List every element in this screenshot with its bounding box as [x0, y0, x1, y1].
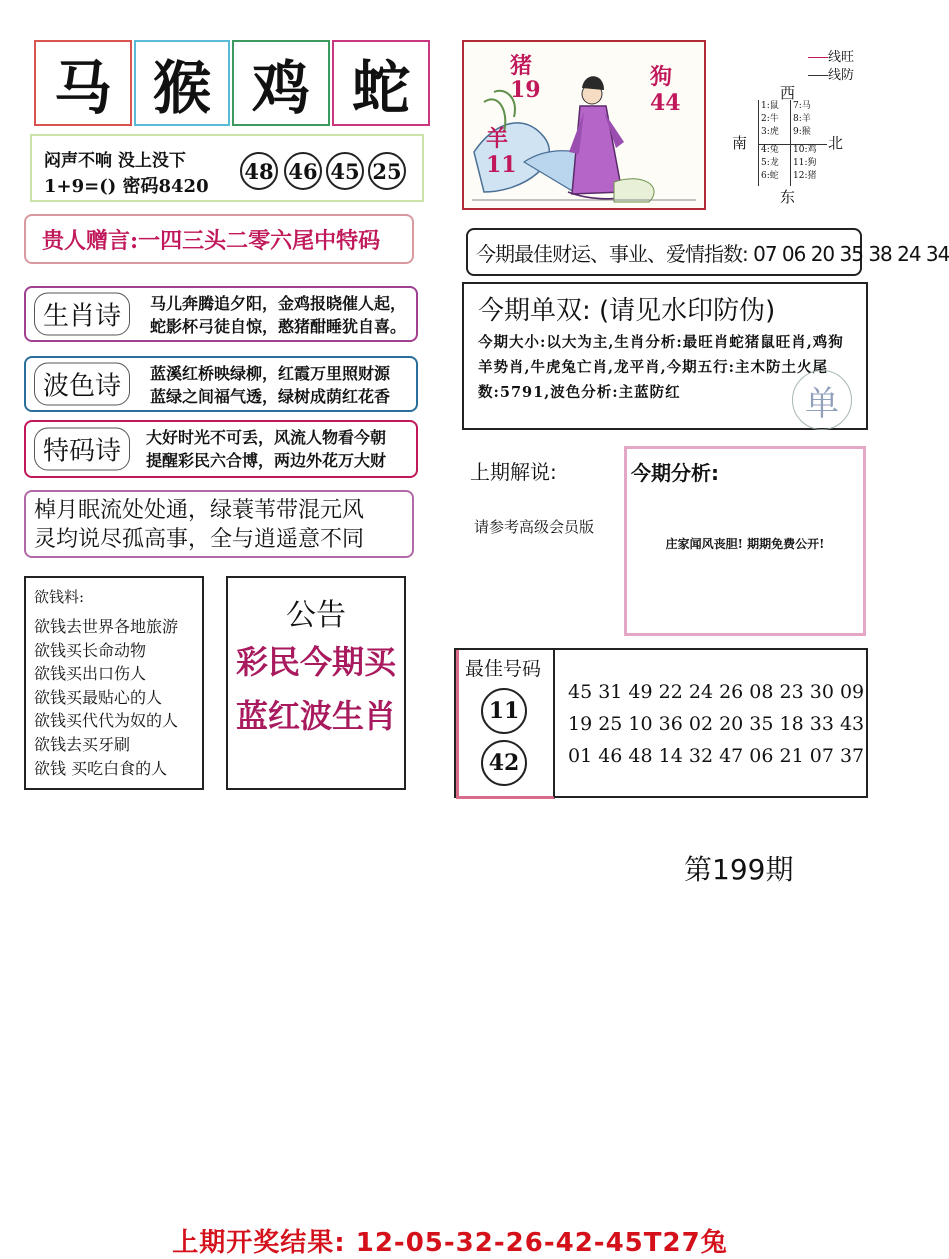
legend-red-line [808, 57, 828, 58]
guiren-banner: 贵人赠言:一四三头二零六尾中特码 [24, 214, 414, 264]
fortune-index: 今期最佳财运、事业、爱情指数: 07 06 20 35 38 24 34 [466, 228, 862, 276]
money-item: 欲钱去买牙刷 [34, 734, 131, 754]
legend-black-line [808, 75, 828, 76]
analysis-message: 庄家闻风丧胆! 期期免费公开! [665, 537, 825, 551]
notice-line: 蓝红波生肖 [235, 697, 396, 735]
grid-right-top: 7:马 8:羊 9:猴 [790, 100, 827, 145]
money-riddle-box [24, 576, 204, 790]
last-explain-label: 上期解说: [470, 460, 557, 484]
grid-left-top: 1:鼠 2:牛 3:虎 [758, 100, 793, 145]
money-item: 欲钱买长命动物 [34, 640, 147, 660]
zodiac-box-4: 蛇 [332, 40, 430, 126]
grid-left-bottom: 4:兔 5:龙 6:蛇 [758, 144, 793, 186]
legend-line-2: 线防 [808, 64, 854, 83]
compass-south: 南 [732, 134, 748, 152]
best-numbers-left [456, 650, 555, 799]
money-item: 欲钱买出口伤人 [34, 664, 147, 684]
best-numbers-row: 45 31 49 22 24 26 08 23 30 09 [568, 681, 865, 703]
hint-number: 46 [284, 152, 322, 190]
poem-tag: 生肖诗 [34, 293, 130, 336]
zodiac-box-3: 鸡 [232, 40, 330, 126]
poem-line: 蓝溪红桥映绿柳，红霞万里照财源 [150, 364, 391, 383]
money-item: 欲钱买最贴心的人 [34, 687, 163, 707]
zodiac-box-1: 马 [34, 40, 132, 126]
big-poem-line: 棹月眠流处处通，绿蓑苇带混元风 [34, 498, 365, 523]
last-result: 上期开奖结果: 12-05-32-26-42-45T27兔 [172, 1228, 728, 1258]
best-numbers-box [454, 648, 868, 798]
best-circle: 11 [481, 688, 527, 734]
analysis-title: 今期分析: [631, 461, 719, 485]
special-poem [24, 420, 418, 478]
analysis-box [624, 446, 866, 636]
poem-tag: 波色诗 [34, 363, 130, 406]
poem-tag: 特码诗 [34, 428, 130, 471]
compass-east: 东 [780, 188, 796, 206]
notice-line: 彩民今期买 [235, 643, 396, 681]
single-double-body: 今期大小:以大为主,生肖分析:最旺肖蛇猪鼠旺肖,鸡狗羊势肖,牛虎兔亡肖,龙平肖,今期五行:主木防土火尾数:5791,波色分析:主蓝防红 [478, 334, 844, 401]
hint-line-2: 1+9=() 密码8420 [44, 176, 209, 197]
hint-line-1: 闷声不响 没上没下 [44, 151, 186, 171]
hint-number: 48 [240, 152, 278, 190]
poem-line: 大好时光不可丢，风流人物看今朝 [146, 428, 387, 447]
notice-box [226, 576, 406, 790]
grid-right-bottom: 10:鸡 11:狗 12:猪 [790, 144, 827, 186]
best-numbers-row: 19 25 10 36 02 20 35 18 33 43 [568, 713, 865, 735]
poem-line: 马儿奔腾追夕阳，金鸡报晓催人起， [150, 294, 407, 313]
best-numbers-title: 最佳号码 [465, 658, 542, 680]
zodiac-label-dog: 狗 44 [650, 64, 681, 116]
last-explain-ref: 请参考高级会员版 [474, 518, 595, 536]
money-item: 欲钱买代代为奴的人 [34, 711, 179, 731]
zodiac-label-pig: 猪 19 [510, 53, 541, 103]
hint-number: 25 [368, 152, 406, 190]
color-poem [24, 356, 418, 412]
poem-line: 提醒彩民六合博，两边外花万大财 [146, 451, 387, 470]
poem-line: 蓝绿之间福气透，绿树成荫红花香 [150, 387, 391, 406]
compass-west: 西 [780, 84, 796, 102]
money-title: 欲钱料: [34, 588, 85, 606]
notice-title: 公告 [286, 598, 346, 633]
hint-box [30, 134, 424, 202]
best-circle: 42 [481, 740, 527, 786]
illustration-panel [462, 40, 706, 210]
compass-panel [730, 40, 900, 215]
poem-line: 蛇影杯弓徒自惊，憨猪酣睡犹自喜。 [150, 317, 407, 336]
money-item: 欲钱去世界各地旅游 [34, 617, 179, 636]
money-item: 欲钱 买吃白食的人 [34, 758, 168, 778]
legend-line-1: 线旺 [808, 46, 854, 65]
best-numbers-row: 01 46 48 14 32 47 06 21 07 37 [568, 745, 865, 767]
big-poem-line: 灵均说尽孤高事，全与逍遥意不同 [34, 527, 365, 552]
watermark-stamp: 单 [792, 370, 852, 430]
period-label: 第199期 [684, 853, 794, 886]
zodiac-box-2: 猴 [134, 40, 230, 126]
compass-north: 北 [828, 134, 844, 152]
zodiac-poem [24, 286, 418, 342]
big-poem [24, 490, 414, 558]
single-double-box [462, 282, 868, 430]
zodiac-label-sheep: 羊 11 [486, 126, 517, 178]
single-double-header: 今期单双: (请见水印防伪) [478, 296, 776, 326]
hint-number: 45 [326, 152, 364, 190]
